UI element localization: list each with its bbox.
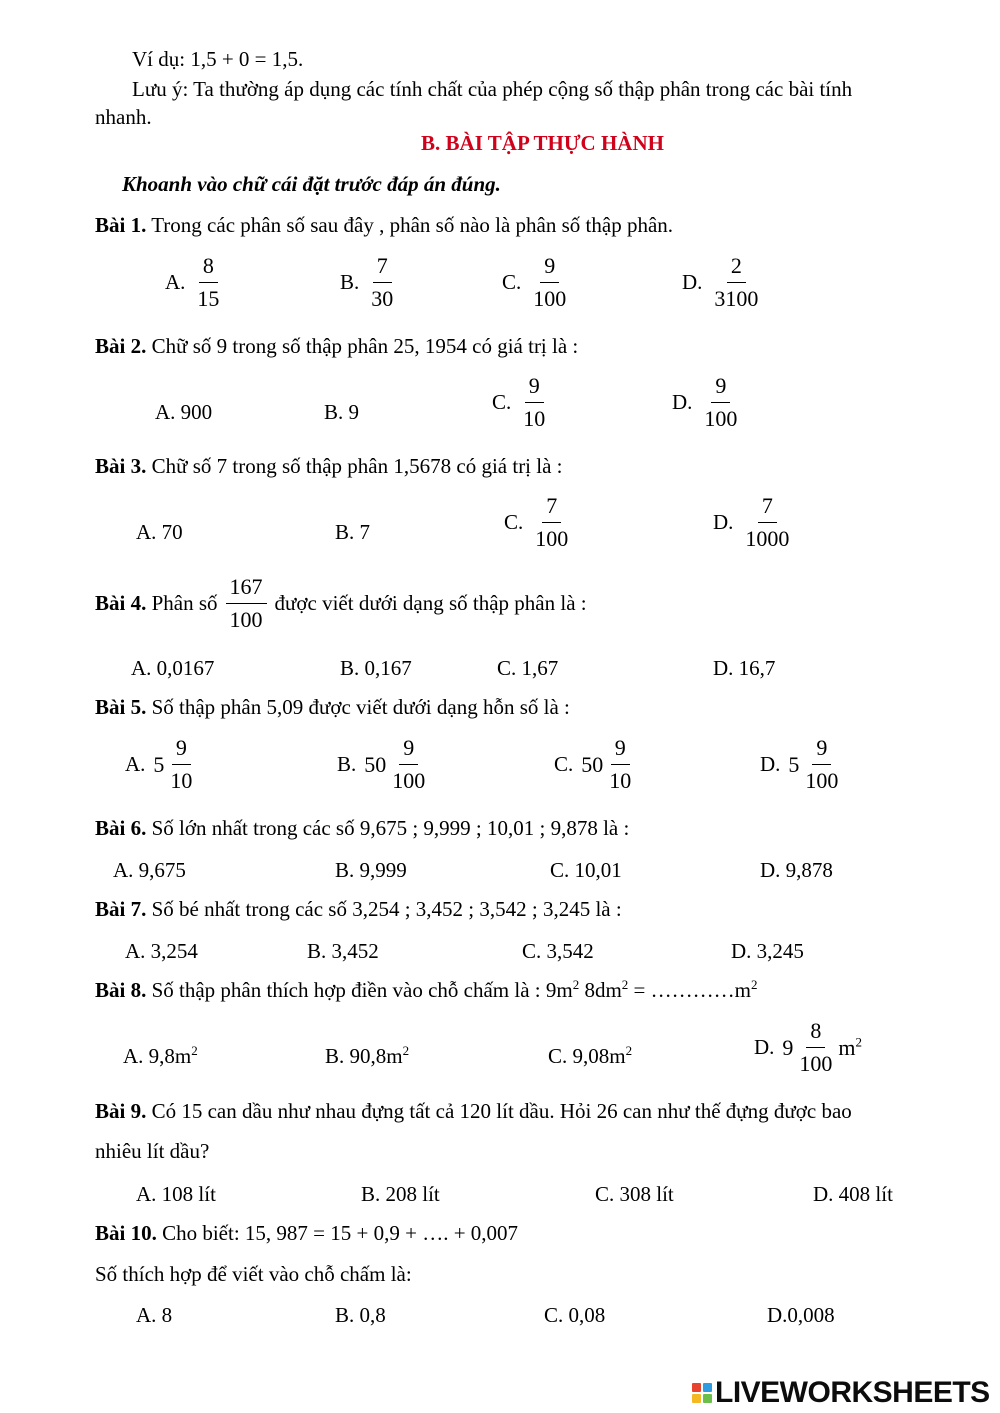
q10-option-b[interactable]: B. 0,8 [335,1303,386,1327]
q6-option-b[interactable]: B. 9,999 [335,858,407,882]
question-6 [95,818,629,839]
note-line-continued: nhanh. [95,105,152,129]
question-3 [95,456,563,477]
q5-option-d[interactable] [760,737,842,792]
q4-option-a[interactable]: A. 0,0167 [131,656,215,680]
question-text-after: được viết dưới dạng số thập phân là : [274,591,587,615]
q2-option-a[interactable]: A. 900 [155,400,213,424]
q7-option-d[interactable]: D. 3,245 [731,939,804,963]
option-letter: B. [337,752,357,776]
option-letter: A. [165,270,186,294]
fraction: $\frac{9}{100}$ [704,373,738,431]
q4-option-d[interactable]: D. 16,7 [713,656,776,680]
note-line: Lưu ý: Ta thường áp dụng các tính chất của phép cộng số thập phân trong các bài tính [132,77,853,101]
option-letter: D. [754,1035,775,1059]
question-label: Bài 7. [95,897,147,921]
mixed-number: 50 $\frac{9}{100}$ [364,735,426,793]
fraction: $\frac{2}{3100}$ [714,253,759,311]
fraction: $\frac{167}{100}$ [226,576,267,631]
question-label: Bài 1. [95,213,147,237]
q6-option-d[interactable]: D. 9,878 [760,858,833,882]
q5-option-a[interactable] [125,737,196,792]
question-9-continued: nhiêu lít dầu? [95,1139,210,1163]
q2-option-b[interactable]: B. 9 [324,400,360,424]
q2-option-c[interactable] [492,375,549,430]
logo-square [703,1394,712,1403]
q3-option-b[interactable]: B. 7 [335,520,371,544]
logo-square [692,1383,701,1392]
mixed-number: 50 $\frac{9}{10}$ [581,735,632,793]
option-letter: C. [492,390,512,414]
question-text: Chữ số 7 trong số thập phân 1,5678 có giá trị là : [151,454,563,478]
q5-option-b[interactable] [337,737,429,792]
option-letter: C. [502,270,522,294]
logo-text: LIVEWORKSHEETS [715,1376,990,1409]
q6-option-c[interactable]: C. 10,01 [550,858,622,882]
q1-option-b[interactable] [340,255,397,310]
q1-option-c[interactable] [502,255,570,310]
liveworksheets-logo[interactable] [692,1376,990,1410]
example-line: Ví dụ: 1,5 + 0 = 1,5. [132,47,304,71]
logo-mark-icon [692,1383,712,1403]
question-4 [95,576,587,631]
question-label: Bài 5. [95,695,147,719]
q1-option-a[interactable] [165,255,223,310]
q7-option-c[interactable]: C. 3,542 [522,939,594,963]
option-letter: B. [340,270,360,294]
fraction: $\frac{9}{100}$ [533,253,567,311]
question-7 [95,899,622,920]
question-text: Số thập phân thích hợp điền vào chỗ chấm là : 9m [151,978,573,1002]
question-text: Số bé nhất trong các số 3,254 ; 3,452 ; 3,542 ; 3,245 là : [151,897,622,921]
instruction: Khoanh vào chữ cái đặt trước đáp án đúng. [122,172,501,196]
question-label: Bài 4. [95,591,147,615]
q1-option-d[interactable] [682,255,762,310]
fraction: $\frac{8}{15}$ [197,253,220,311]
option-letter: A. [125,752,146,776]
logo-square [703,1383,712,1392]
option-letter: D. [760,752,781,776]
question-label: Bài 6. [95,816,147,840]
q7-option-a[interactable]: A. 3,254 [125,939,198,963]
question-text: Trong các phân số sau đây , phân số nào là phân số thập phân. [151,213,674,237]
q8-option-d[interactable] [754,1020,862,1075]
question-5 [95,697,570,718]
q9-option-c[interactable]: C. 308 lít [595,1182,674,1206]
question-10 [95,1223,518,1244]
option-letter: C. [504,510,524,534]
q6-option-a[interactable]: A. 9,675 [113,858,186,882]
fraction: $\frac{9}{10}$ [523,373,546,431]
logo-square [692,1394,701,1403]
q4-option-c[interactable]: C. 1,67 [497,656,559,680]
question-1 [95,215,673,236]
question-text: Cho biết: 15, 987 = 15 + 0,9 + …. + 0,007 [162,1221,519,1245]
question-label: Bài 2. [95,334,147,358]
q8-option-b[interactable]: B. $90,8m^2$ [325,1043,410,1068]
question-label: Bài 8. [95,978,147,1002]
question-10-continued: Số thích hợp để viết vào chỗ chấm là: [95,1262,412,1286]
q4-option-b[interactable]: B. 0,167 [340,656,412,680]
q9-option-b[interactable]: B. 208 lít [361,1182,440,1206]
q9-option-d[interactable]: D. 408 lít [813,1182,893,1206]
mixed-number: 5 $\frac{9}{100}$ [788,735,839,793]
q2-option-d[interactable] [672,375,741,430]
question-text: Có 15 can dầu như nhau đựng tất cả 120 lít dầu. Hỏi 26 can như thế đựng được bao [151,1099,852,1123]
question-text: Chữ số 9 trong số thập phân 25, 1954 có giá trị là : [146,334,579,358]
q3-option-c[interactable] [504,495,572,550]
fraction: $\frac{7}{30}$ [371,253,394,311]
q3-option-d[interactable] [713,495,793,550]
mixed-number: 9 $\frac{8}{100}$ $m^2$ [782,1018,863,1076]
question-text: Số lớn nhất trong các số 9,675 ; 9,999 ; 10,01 ; 9,878 là : [151,816,630,840]
question-label: Bài 9. [95,1099,147,1123]
q8-option-a[interactable]: A. $9,8m^2$ [123,1043,198,1068]
question-text: Phân số [151,591,218,615]
q7-option-b[interactable]: B. 3,452 [307,939,379,963]
option-letter: C. [554,752,574,776]
question-9 [95,1101,852,1122]
mixed-number: 5 $\frac{9}{10}$ [153,735,193,793]
option-letter: D. [672,390,693,414]
question-label: Bài 3. [95,454,147,478]
question-8: Bài 8. Số thập phân thích hợp điền vào chỗ chấm là : $9m^2$ $8dm^2$ = $\dots\dots\dots\dots m^2$ [95,977,758,1002]
option-letter: D. [713,510,734,534]
q10-option-c[interactable]: C. 0,08 [544,1303,606,1327]
question-2 [95,336,578,357]
fraction: $\frac{7}{100}$ [535,493,569,551]
q9-option-a[interactable]: A. 108 lít [136,1182,216,1206]
question-text: Số thập phân 5,09 được viết dưới dạng hỗn số là : [151,695,570,719]
fraction: $\frac{7}{1000}$ [745,493,790,551]
question-label: Bài 10. [95,1221,157,1245]
q5-option-c[interactable] [554,737,635,792]
q3-option-a[interactable]: A. 70 [136,520,183,544]
q10-option-d[interactable]: D.0,008 [767,1303,835,1327]
option-letter: D. [682,270,703,294]
q8-option-c[interactable]: C. $9,08m^2$ [548,1043,633,1068]
section-title: B. BÀI TẬP THỰC HÀNH [421,131,664,155]
q10-option-a[interactable]: A. 8 [136,1303,173,1327]
